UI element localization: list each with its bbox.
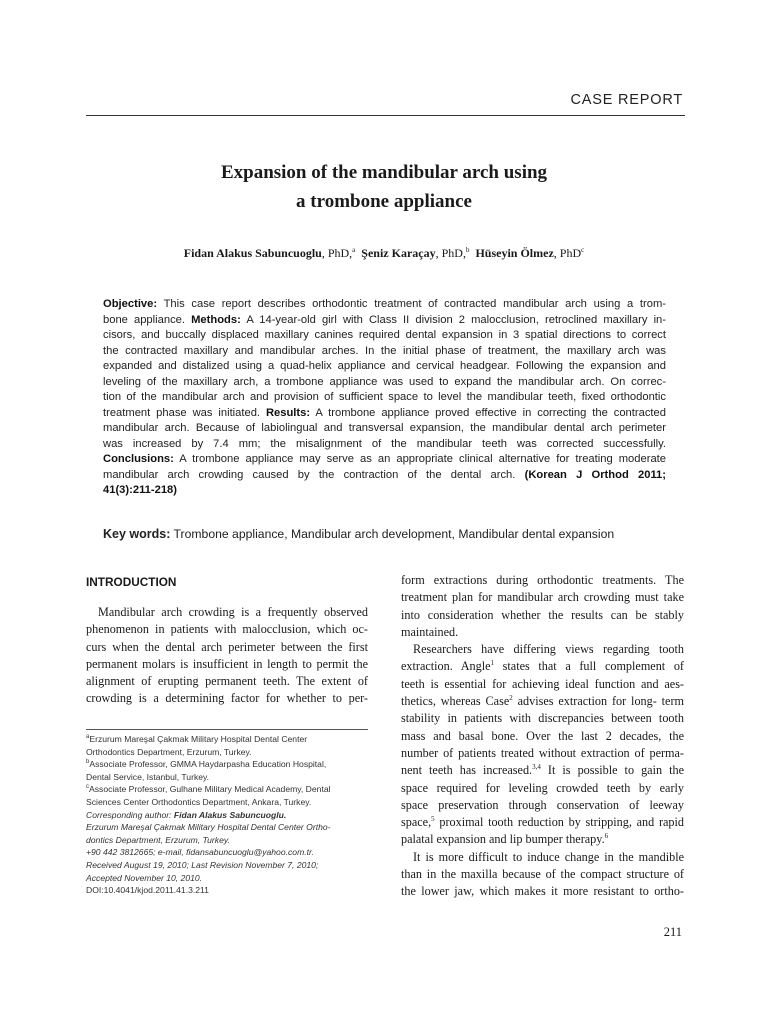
footnotes (86, 733, 371, 897)
author-affiliation-mark-3: c (581, 246, 585, 254)
body-line: number of patients treated without extraction of perma- (401, 745, 684, 760)
abstract-line: bone appliance. Methods: A 14-year-old girl with Class II division 2 malocclusion, retroclined maxillary in- (103, 313, 666, 326)
abstract-line: mandibular arch crowding caused by the contraction of the dental arch. (Korean J Orthod 2011; (103, 468, 666, 481)
author-degree-3: , PhD (553, 246, 582, 260)
body-line: the lower jaw, which makes it more resistant to ortho- (401, 884, 684, 899)
citation-ref: 3,4 (532, 763, 541, 772)
body-line: nent teeth has increased.$^{3,4}$ It is possible to gain the (401, 763, 684, 778)
abstract-line: Objective: This case report describes orthodontic treatment of contracted mandibular arch using a trom- (103, 298, 666, 310)
body-line: crowding is a determining factor for whether to per- (86, 691, 368, 706)
contact-info: +90 442 3812665; e-mail, fidansabuncuoglu@yahoo.com.tr. (86, 847, 314, 858)
accepted-date: Accepted November 10, 2010. (86, 872, 203, 883)
body-line: thetics, whereas Case$^2$ advises extraction for long- term (401, 694, 684, 709)
abstract-line: expanded and distalized using a quad-helix appliance and cervical headgear. Following the expansion and (103, 360, 666, 372)
conclusions-label: Conclusions: (103, 453, 174, 465)
body-line: palatal expansion and lip bumper therapy.$^6$ (401, 832, 609, 847)
body-line: space,$^5$ proximal tooth reduction by stripping, and rapid (401, 815, 684, 830)
journal-citation: (Korean J Orthod 2011; (524, 468, 666, 481)
footnote-line: Sciences Center Orthodontics Department, Ankara, Turkey. (86, 796, 312, 807)
page-number: 211 (663, 925, 682, 939)
abstract-line: the contracted maxillary and mandibular arches. In the initial phase of treatment, the maxillary arch was (103, 344, 666, 357)
body-line: phenomenon in patients with malocclusion, which oc- (86, 622, 368, 637)
footnote-line: $^b$Associate Professor, GMMA Haydarpasha Education Hospital, (86, 759, 327, 770)
author-affiliation-mark-1: a (352, 246, 356, 254)
citation-ref: 5 (431, 815, 435, 824)
body-line: Mandibular arch crowding is a frequently observed (98, 605, 368, 619)
body-line: stability in patients with discrepancies between tooth (401, 711, 684, 726)
body-line: treatment plan for mandibular arch crowding must take (401, 590, 684, 605)
footnote-rule (86, 729, 368, 730)
intro-right-column (401, 572, 684, 901)
body-line: permanent molars is insufficient in length to permit the (86, 656, 368, 671)
citation-ref: 1 (490, 659, 495, 668)
keywords-label: Key words: (103, 527, 171, 541)
keywords-text: Trombone appliance, Mandibular arch development, Mandibular dental expansion (170, 527, 615, 541)
results-label: Results: (265, 406, 311, 419)
author-name-2: Şeniz Karaçay (361, 246, 436, 260)
abstract (103, 297, 666, 499)
body-line: space required for leveling crowded teeth by early (401, 780, 684, 795)
body-line: teeth is essential for achieving ideal function and aes- (401, 676, 684, 691)
author-affiliation-mark-2: b (465, 246, 470, 254)
article-title (0, 158, 768, 216)
abstract-line: cisors, and buccally displaced maxillary canines required dental expansion in 3 spatial directions to correct (103, 329, 666, 341)
corresponding-author: Corresponding author: Fidan Alakus Sabuncuoglu. (86, 809, 287, 820)
footnote-line: dontics Department, Erzurum, Turkey. (86, 834, 230, 845)
section-label: CASE REPORT (570, 92, 683, 108)
author-name-3: Hüseyin Ölmez (475, 246, 554, 260)
body-line: space preservation through conservation of leeway (401, 797, 684, 812)
footnote-line: Dental Service, Istanbul, Turkey. (86, 771, 210, 782)
body-line: alignment of erupting permanent teeth. The extent of (86, 674, 368, 689)
objective-label: Objective: (103, 298, 158, 310)
abstract-line: leveling of the maxillary arch, a trombone appliance was used to expand the mandibular arch. On correc- (103, 375, 666, 388)
footnote-line: Orthodontics Department, Erzurum, Turkey. (86, 746, 252, 757)
body-line: into consideration whether the results can be stably (401, 607, 684, 622)
abstract-line (103, 483, 666, 499)
body-line: form extractions during orthodontic treatments. The (401, 573, 684, 587)
introduction-heading: INTRODUCTION (86, 575, 177, 589)
abstract-line: was increased by 7.4 mm; the misalignment of the mandibular teeth was corrected successfully. (103, 437, 666, 450)
citation-ref: 2 (509, 694, 513, 703)
body-line: It is more difficult to induce change in the mandible (413, 849, 684, 864)
abstract-line: tion of the mandibular arch and provision of sufficient space to level the mandibular teeth, fixed orthodontic (103, 391, 666, 403)
abstract-line: Conclusions: A trombone appliance may serve as an appropriate clinical alternative for treating moderate (103, 453, 666, 465)
author-name-1: Fidan Alakus Sabuncuoglu (183, 246, 322, 260)
body-line: mass and basal bone. Over the last 2 decades, the (401, 728, 684, 743)
author-degree-1: , PhD, (321, 246, 353, 260)
body-line: curs when the dental arch perimeter between the first (86, 639, 368, 654)
body-line: maintained. (401, 624, 459, 639)
body-line: than in the maxilla because of the compact structure of (401, 867, 684, 882)
received-date: Received August 19, 2010; Last Revision November 7, 2010; (86, 859, 319, 870)
footnote-line: $^a$Erzurum Mareşal Çakmak Military Hospital Dental Center (86, 734, 308, 744)
author-list (0, 246, 768, 261)
keywords (103, 527, 614, 541)
abstract-line: mandibular arch. Because of labiolingual and transversal expansion, the mandibular dental arch perimeter (103, 422, 666, 434)
header-rule (86, 115, 685, 116)
title-line-1: Expansion of the mandibular arch using (220, 162, 548, 183)
title-line-2: a trombone appliance (296, 191, 472, 212)
author-degree-2: , PhD, (435, 246, 466, 260)
body-line: Researchers have differing views regarding tooth (413, 642, 684, 657)
citation-ref: 6 (604, 832, 609, 841)
intro-left-column (86, 604, 368, 708)
footnote-line: $^c$Associate Professor, Gulhane Military Medical Academy, Dental (86, 784, 331, 795)
journal-citation-end: 41(3):211-218) (103, 484, 178, 496)
body-line: extraction. Angle$^1$ states that a full complement of (401, 659, 684, 674)
doi: DOI:10.4041/kjod.2011.41.3.211 (86, 885, 209, 896)
abstract-line: treatment phase was initiated. Results: A trombone appliance proved effective in correcting the contracted (103, 406, 666, 419)
footnote-line: Erzurum Mareşal Çakmak Military Hospital Dental Center Ortho- (86, 822, 331, 833)
methods-label: Methods: (191, 313, 241, 326)
